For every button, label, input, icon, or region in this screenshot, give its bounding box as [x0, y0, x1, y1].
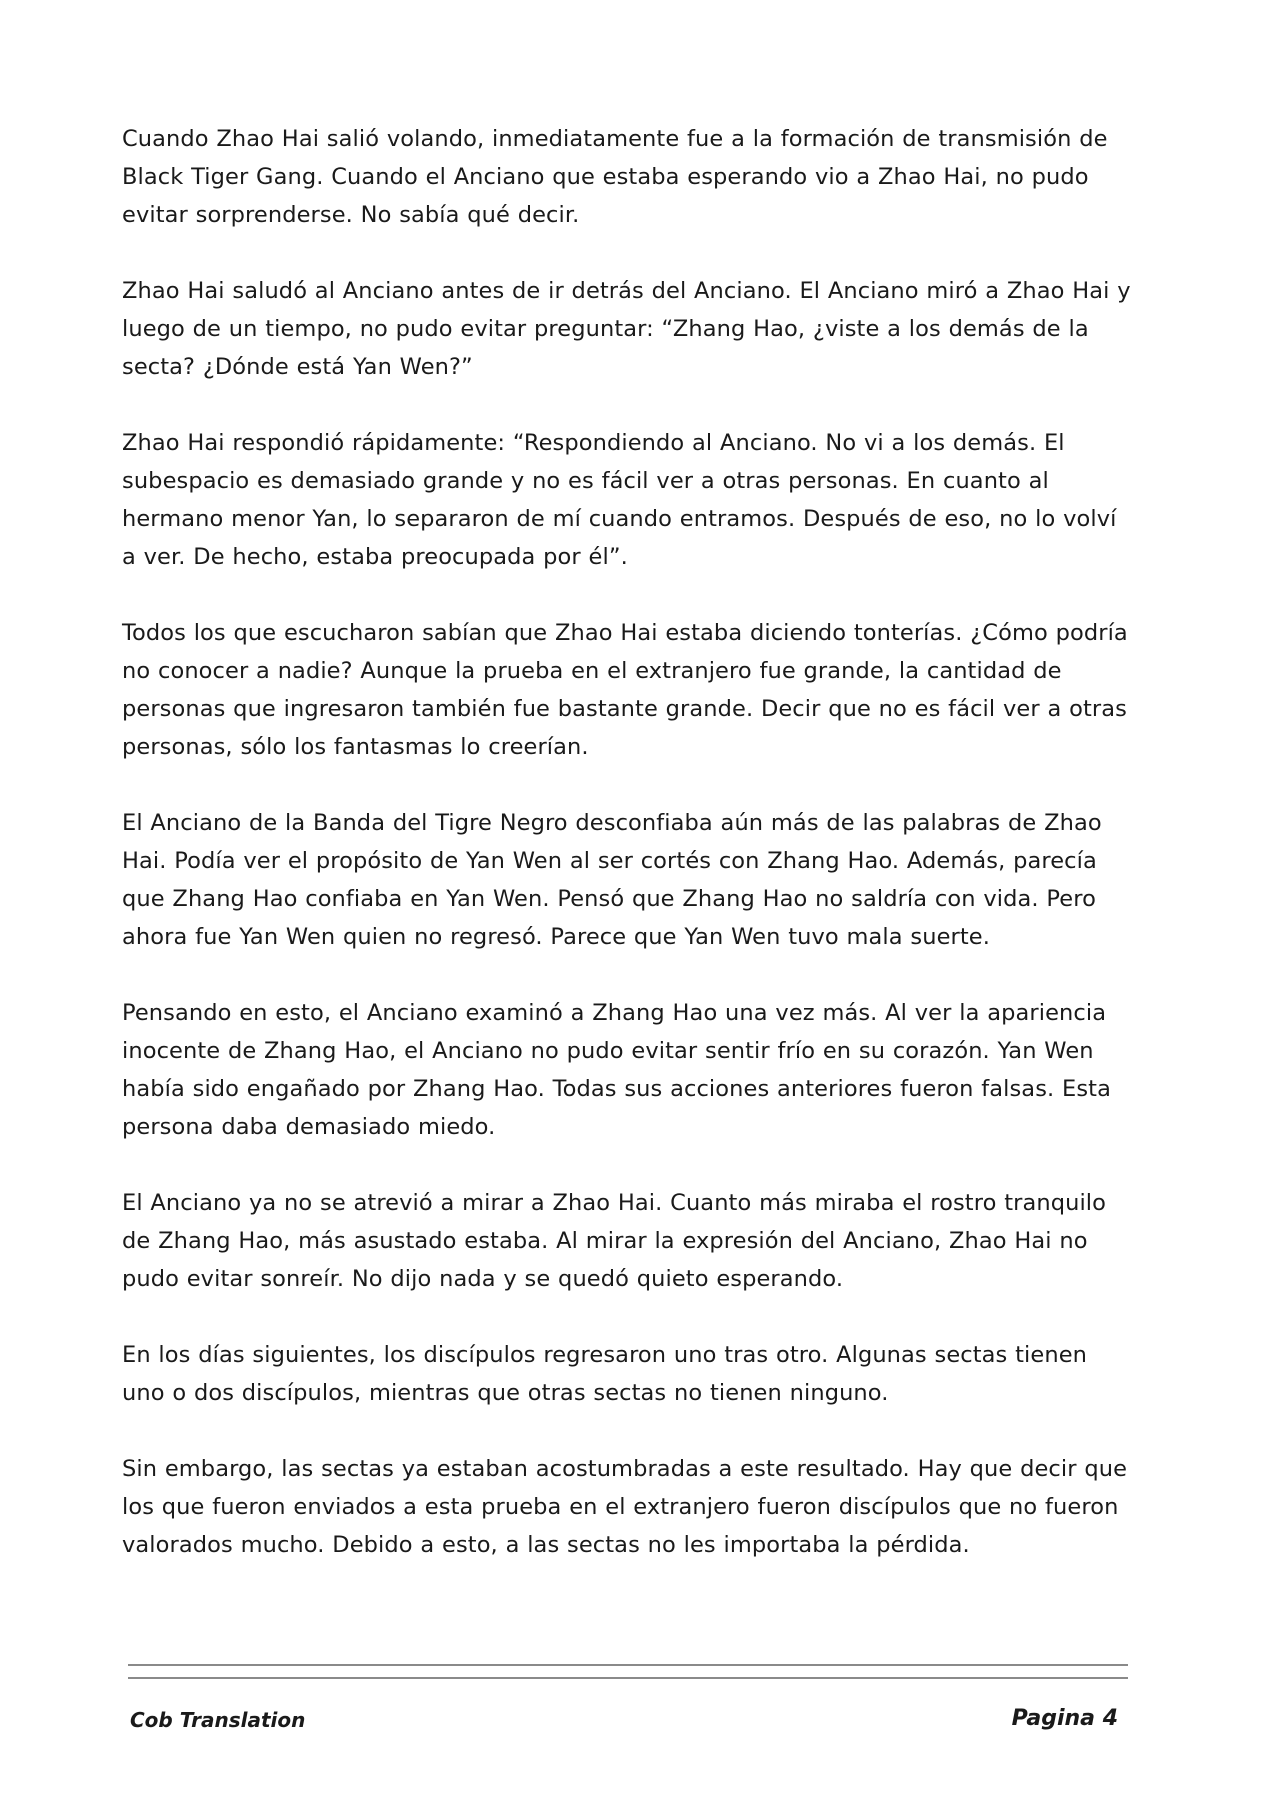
- paragraph: En los días siguientes, los discípulos regresaron uno tras otro. Algunas sectas tienen uno o dos discípulos, mientras que otras sectas no tienen ninguno.: [122, 1342, 1088, 1406]
- footer-rule-top: [128, 1664, 1128, 1666]
- footer-source-label: Cob Translation: [130, 1708, 306, 1732]
- paragraph: El Anciano ya no se atrevió a mirar a Zhao Hai. Cuanto más miraba el rostro tranquilo de Zhang Hao, más asustado estaba. Al mirar la expresión del Anciano, Zhao Hai no pudo evitar sonreír. No dijo nada y se quedó quieto esperando.: [122, 1190, 1107, 1292]
- paragraph: Cuando Zhao Hai salió volando, inmediatamente fue a la formación de transmisión de Black Tiger Gang. Cuando el Anciano que estaba esperando vio a Zhao Hai, no pudo evitar sorprenderse. No sabía qué decir.: [122, 126, 1108, 228]
- page-footer: [128, 1708, 1128, 1740]
- page-number: Pagina 4: [1011, 1706, 1118, 1731]
- paragraph: Zhao Hai respondió rápidamente: “Respondiendo al Anciano. No vi a los demás. El subespacio es demasiado grande y no es fácil ver a otras personas. En cuanto al hermano menor Yan, lo separaron de mí cuando entramos. Después de eso, no lo volví a ver. De hecho, estaba preocupada por él”.: [122, 430, 1117, 570]
- page-body: [122, 120, 1132, 1602]
- paragraph: Todos los que escucharon sabían que Zhao Hai estaba diciendo tonterías. ¿Cómo podría no conocer a nadie? Aunque la prueba en el extranjero fue grande, la cantidad de personas que ingresaron también fue bastante grande. Decir que no es fácil ver a otras personas, sólo los fantasmas lo creerían.: [122, 620, 1128, 760]
- footer-rule-bottom: [128, 1677, 1128, 1679]
- paragraph: Sin embargo, las sectas ya estaban acostumbradas a este resultado. Hay que decir que los que fueron enviados a esta prueba en el extranjero fueron discípulos que no fueron valorados mucho. Debido a esto, a las sectas no les importaba la pérdida.: [122, 1456, 1128, 1558]
- paragraph: Zhao Hai saludó al Anciano antes de ir detrás del Anciano. El Anciano miró a Zhao Hai y luego de un tiempo, no pudo evitar preguntar: “Zhang Hao, ¿viste a los demás de la secta? ¿Dónde está Yan Wen?”: [122, 278, 1131, 380]
- paragraph: El Anciano de la Banda del Tigre Negro desconfiaba aún más de las palabras de Zhao Hai. Podía ver el propósito de Yan Wen al ser cortés con Zhang Hao. Además, parecía que Zhang Hao confiaba en Yan Wen. Pensó que Zhang Hao no saldría con vida. Pero ahora fue Yan Wen quien no regresó. Parece que Yan Wen tuvo mala suerte.: [122, 810, 1102, 950]
- paragraph: Pensando en esto, el Anciano examinó a Zhang Hao una vez más. Al ver la apariencia inocente de Zhang Hao, el Anciano no pudo evitar sentir frío en su corazón. Yan Wen había sido engañado por Zhang Hao. Todas sus acciones anteriores fueron falsas. Esta persona daba demasiado miedo.: [122, 1000, 1111, 1140]
- footer-divider: [128, 1664, 1128, 1679]
